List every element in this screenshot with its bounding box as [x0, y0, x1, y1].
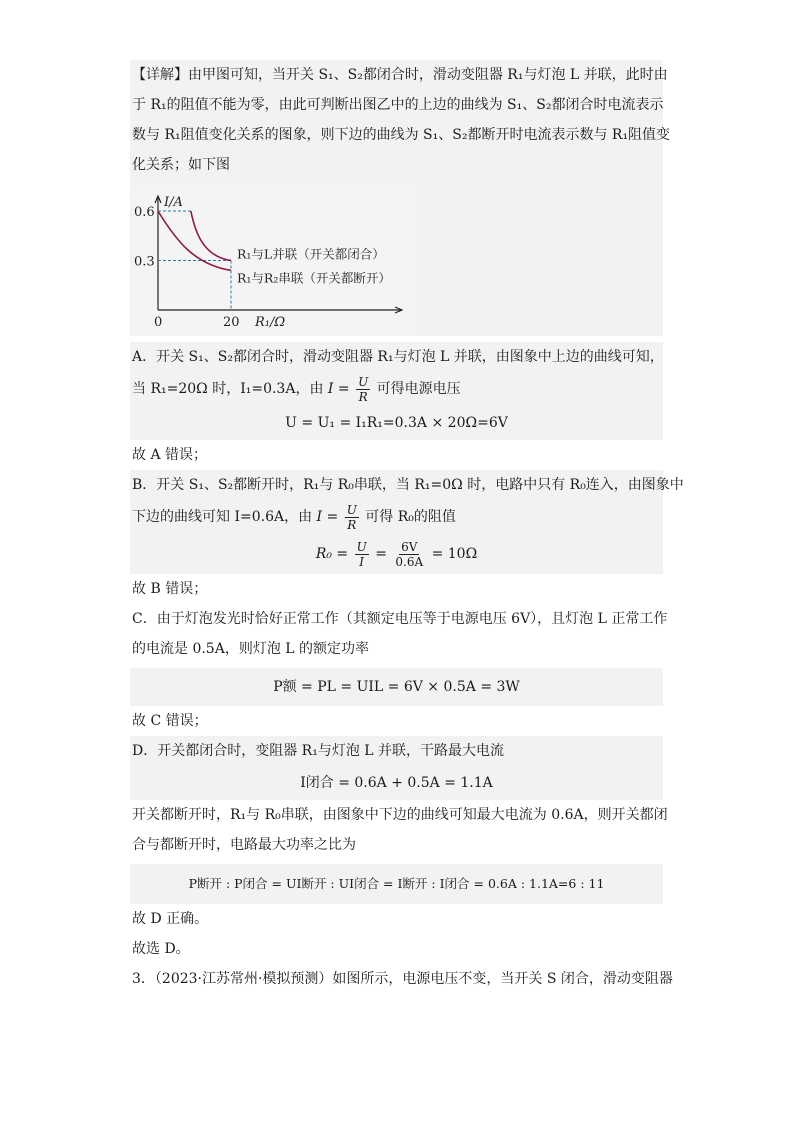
chart-svg [132, 186, 414, 336]
intro-line: 于 R₁的阻值不能为零，由此可判断出图乙中的上边的曲线为 S₁、S₂都闭合时电流表示 [132, 97, 664, 113]
option-b-line [130, 500, 663, 534]
formula-a: U = U₁ = I₁R₁=0.3A × 20Ω=6V [285, 415, 508, 431]
option-b-line: B．开关 S₁、S₂都断开时，R₁与 R₀串联，当 R₁=0Ω 时，电路中只有 R₀连入，由图象中 [132, 477, 684, 493]
series-label: R₁与R₂串联（开关都断开） [237, 270, 391, 286]
final-answer: 故选 D。 [132, 941, 190, 957]
formula-lhs: I = [327, 381, 350, 397]
option-d-line: 开关都断开时，R₁与 R₀串联，由图象中下边的曲线可知最大电流为 0.6A，则开关都闭 [132, 807, 668, 823]
option-c-line: C．由于灯泡发光时恰好正常工作（其额定电压等于电源电压 6V），且灯泡 L 正常工作 [132, 611, 668, 627]
option-d-line: D．开关都闭合时，变阻器 R₁与灯泡 L 并联，干路最大电流 [132, 743, 505, 759]
y-tick-label: 0.3 [134, 254, 155, 270]
fraction-num: U [346, 502, 357, 517]
option-a-line [130, 372, 663, 406]
series-line-series [158, 211, 231, 270]
next-question: 3．（2023·江苏常州·模拟预测）如图所示，电源电压不变，当开关 S 闭合，滑动变阻器 [132, 971, 673, 987]
fraction-den: 0.6A [395, 554, 424, 569]
option-b-text: 下边的曲线可知 I=0.6A，由 [132, 509, 313, 525]
option-c-line: 的电流是 0.5A，则灯泡 L 的额定功率 [132, 641, 370, 657]
verdict-a: 故 A 错误； [132, 447, 208, 463]
intro-block [130, 60, 671, 336]
fraction-den: R [347, 517, 357, 532]
intro-line: 数与 R₁阻值变化关系的图象，则下边的曲线为 S₁、S₂都断开时电流表示数与 R₁阻值变 [132, 127, 671, 143]
y-tick-label: 0.6 [134, 205, 155, 220]
solution-page [130, 60, 684, 994]
fraction-num: U [356, 539, 367, 554]
fraction-den: I [359, 554, 365, 569]
option-a-line: A．开关 S₁、S₂都闭合时，滑动变阻器 R₁与灯泡 L 并联，由图象中上边的曲线可知， [132, 349, 664, 365]
option-b-block [130, 470, 684, 574]
fraction [345, 503, 359, 532]
verdict-b: 故 B 错误； [132, 581, 208, 597]
formula-c: P额 = PL = UIL = 6V × 0.5A = 3W [130, 668, 663, 706]
option-d-line: 合与都断开时，电路最大功率之比为 [132, 837, 356, 853]
formula-lhs: I = [316, 509, 339, 525]
fraction [355, 540, 369, 569]
fraction-num: U [358, 374, 369, 389]
intro-line: 化关系；如下图 [132, 157, 230, 173]
series-line-parallel [191, 211, 231, 261]
fraction [393, 540, 425, 569]
option-a-text: 可得电源电压 [376, 381, 461, 397]
option-d-block [130, 736, 663, 800]
formula-b-rhs: = 10Ω [431, 546, 478, 562]
option-a-block [130, 342, 663, 440]
verdict-c: 故 C 错误； [132, 713, 208, 729]
y-axis-label: I/A [164, 195, 183, 210]
x-tick-label: 20 [223, 315, 240, 330]
x-tick-label: 0 [154, 315, 163, 330]
current-resistance-chart [132, 186, 414, 336]
intro-line: 【详解】由甲图可知，当开关 S₁、S₂都闭合时，滑动变阻器 R₁与灯泡 L 并联，此时由 [132, 67, 668, 83]
formula-d1: I闭合 = 0.6A + 0.5A = 1.1A [300, 775, 493, 791]
x-axis-label: R₁/Ω [255, 315, 286, 330]
formula-b-lhs: R₀ = [315, 546, 349, 562]
fraction-num: 6V [401, 539, 418, 554]
option-b-text: 可得 R₀的阻值 [365, 509, 456, 525]
verdict-d: 故 D 正确。 [132, 911, 209, 927]
series-label: R₁与L并联（开关都闭合） [237, 246, 385, 262]
formula-d2: P断开 : P闭合 = UI断开 : UI闭合 = I断开 : I闭合 = 0.6A : 1.1A=6 : 11 [130, 864, 663, 904]
fraction [356, 375, 370, 404]
fraction-den: R [358, 389, 368, 404]
option-a-text: 当 R₁=20Ω 时，I₁=0.3A，由 [132, 381, 324, 397]
formula-b: R₀ = $\frac{U}{I}$ = $\frac{6V}{0.6A}$ = 10Ω [315, 539, 478, 569]
